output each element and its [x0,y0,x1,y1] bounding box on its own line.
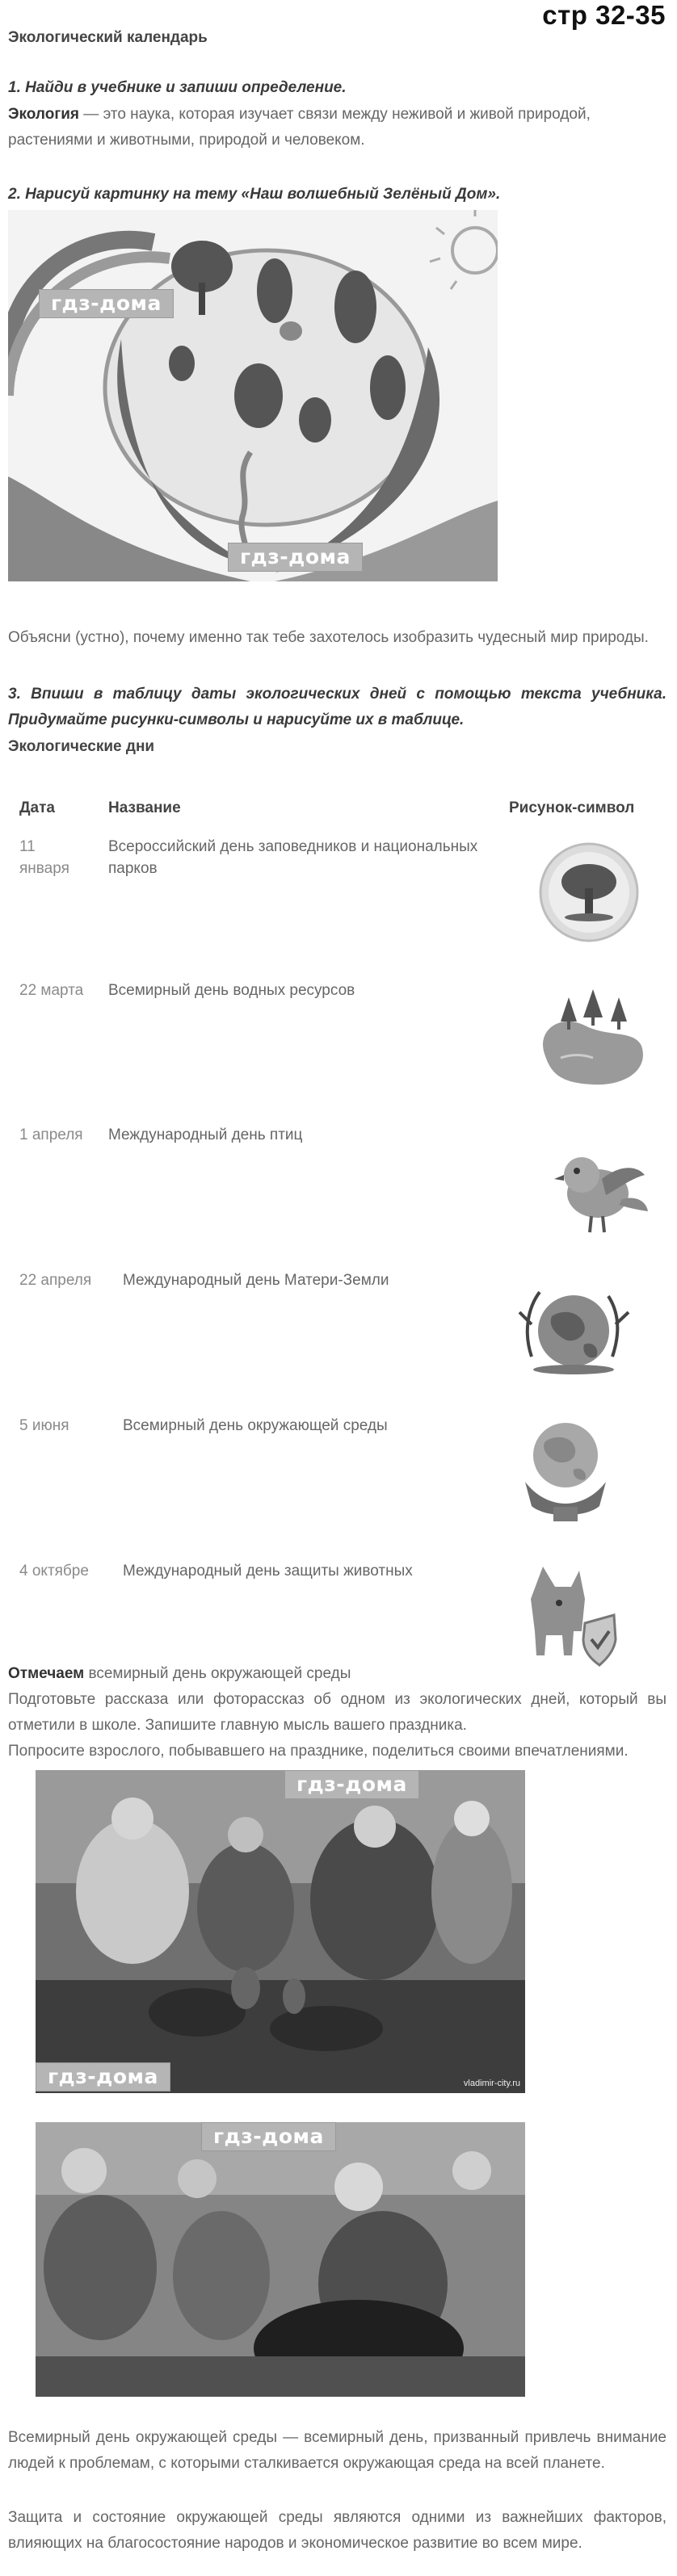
celebrate-instructions: Подготовьте рассказа или фоторассказ об одном из экологических дней, который вы отметили в школе. Запишите главную мысль вашего праздника. [8,1691,666,1734]
watermark-top: гдз-дома [39,289,174,318]
celebrate-lead-rest: всемирный день окружающей среды [84,1665,351,1682]
row5-name: Всемирный день окружающей среды [123,1417,388,1434]
row4-date: 22 апреля [19,1272,92,1289]
row6-name: Международный день защиты животных [123,1563,413,1580]
task3-heading: 3. Впиши в таблицу даты экологических дней с помощью текста учебника. Придумайте рисунки-символы и нарисуйте их в таблице. [8,686,666,728]
photo2-watermark: гдз-дома [201,2122,336,2151]
row1-date: 11 января [19,838,69,877]
dog-with-shield-icon [511,1550,624,1672]
row2-name: Всемирный день водных ресурсов [108,982,355,999]
photo-cleanup [36,2122,525,2397]
row2-date: 22 марта [19,982,84,999]
row1-name: Всероссийский день заповедников и национальных парков [108,838,478,877]
earth-in-hands-icon [509,1405,622,1526]
lake-with-trees-icon [528,981,650,1094]
row4-name: Международный день Матери-Земли [123,1272,389,1289]
page-number-label: стр 32-35 [542,0,666,30]
task1-heading: 1. Найди в учебнике и запиши определение. [8,79,347,96]
column-symbol: Рисунок-символ [509,799,635,816]
celebrate-lead-bold: Отмечаем [8,1665,85,1682]
page-title: Экологический календарь [8,29,208,46]
row3-name: Международный день птиц [108,1126,303,1143]
celebrate-ask-adult: Попросите взрослого, побывавшего на празднике, поделиться своими впечатлениями. [8,1743,629,1760]
celebrate-lead [8,1661,666,1687]
row6-date: 4 октябре [19,1563,89,1580]
task2-explain: Объясни (устно), почему именно так тебе захотелось изобразить чудесный мир природы. [8,629,649,646]
column-name: Название [108,799,181,816]
drawing-green-house [8,210,498,581]
task3-subheading: Экологические дни [8,738,155,755]
photo-planting-trees [36,1770,525,2093]
photo1-watermark-top: гдз-дома [284,1770,419,1799]
earth-with-trees-icon [507,1268,637,1381]
row3-date: 1 апреля [19,1126,83,1143]
closing-paragraph-1: Всемирный день окружающей среды — всемирный день, призванный привлечь внимание людей к проблемам, с которыми сталкивается окружающая среда на всей планете. [8,2429,666,2472]
photo1-illustration [36,1770,525,2093]
tree-in-circle-icon [536,840,641,945]
photo1-watermark-bottom: гдз-дома [36,2062,170,2091]
photo2-illustration [36,2122,525,2397]
task1-definition [8,102,666,153]
term-ecology: Экология [8,106,80,123]
column-date: Дата [19,799,55,816]
bird-icon [541,1131,654,1244]
definition-text: — это наука, которая изучает связи между неживой и живой природой, растениями и животными, природой и человеком. [8,106,591,149]
watermark-bottom: гдз-дома [228,543,363,572]
photo1-credit: vladimir-city.ru [463,2079,520,2088]
drawing-illustration [8,210,498,581]
row5-date: 5 июня [19,1417,69,1434]
closing-paragraph-2: Защита и состояние окружающей среды являются одними из важнейших факторов, влияющих на благосостояние народов и экономическое развитие во всем мире. [8,2509,666,2552]
task2-heading: 2. Нарисуй картинку на тему «Наш волшебный Зелёный Дом». [8,186,501,203]
